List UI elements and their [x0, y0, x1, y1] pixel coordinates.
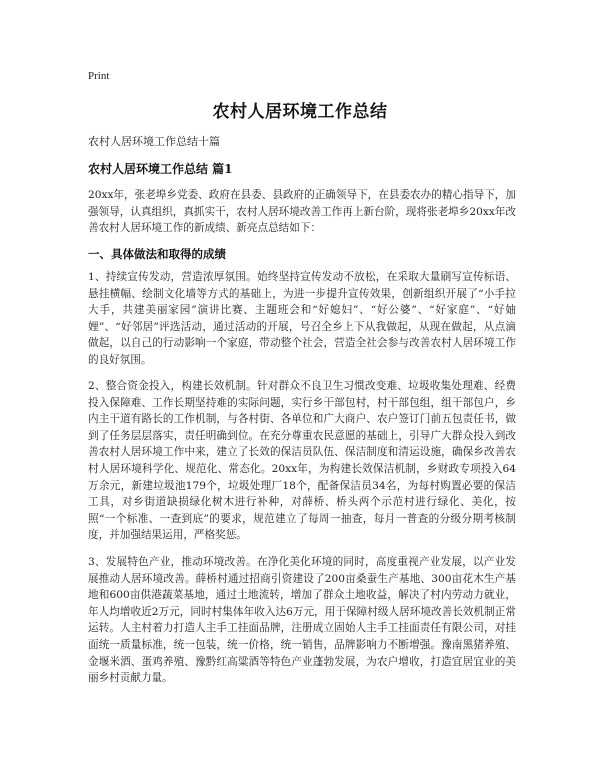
paragraph-funding: 2、整合资金投入，构建长效机制。针对群众不良卫生习惯改变难、垃圾收集处理难、经费投入保障难、工作长期坚持难的实际问题，实行乡干部包村，村干部包组，组干部包户，乡内主干道有路长的工作机制，与各村街、各单位和广大商户、农户签订门前五包责任书，做到了任务层层落实，责任明确到位。在充分尊重农民意愿的基础上，引导广大群众投入到改善农村人居环境工作中来，建立了长效的保洁员队伍、保洁制度和清运设施，确保乡改善农村人居环境科学化、规范化、常态化。20xx年，为构建长效保洁机制，乡财政专项投入64万余元，新建垃圾池179个，垃圾处理厂18个，配备保洁员34名，为每村购置必要的保洁工具，对乡街道缺损绿化树木进行补种，对薛桥、桥头两个示范村进行绿化、美化，按照“一个标准、一查到底”的要求，规范建立了每周一抽查，每月一普查的分级分期考核制度，并加强结果运用，严格奖惩。: [88, 380, 516, 542]
document-title: 农村人居环境工作总结: [212, 102, 388, 122]
paragraph-publicity: 1、持续宣传发动，营造浓厚氛围。始终坚持宣传发动不放松，在采取大量刷写宣传标语、悬挂横幅、绘制文化墙等方式的基础上，为进一步提升宣传效果，创新组织开展了“小手拉大手，共建美丽家园”演讲比赛、主题班会和“好媳妇”、“好公婆”、“好家庭”、“好妯娌”、“好邻居”评选活动，通过活动的开展，号召全乡上下从我做起，从现在做起，从点滴做起，以自己的行动影响一个家庭，带动整个社会，营造全社会参与改善农村人居环境工作的良好氛围。: [88, 271, 516, 366]
section-heading: 农村人居环境工作总结 篇1: [88, 162, 233, 176]
intro-paragraph: 20xx年，张老埠乡党委、政府在县委、县政府的正确领导下，在县委农办的精心指导下，加强领导，认真组织，真抓实干，农村人居环境改善工作再上新台阶，现将张老埠乡20xx年改善农村人居环境工作的新成绩、新亮点总结如下：: [88, 189, 516, 235]
heading-achievements: 一、具体做法和取得的成绩: [88, 247, 226, 261]
document-subtitle: 农村人居环境工作总结十篇: [88, 135, 220, 148]
print-label: Print: [88, 70, 110, 82]
paragraph-industry: 3、发展特色产业，推动环境改善。在净化美化环境的同时，高度重视产业发展，以产业发展推动人居环境改善。薛桥村通过招商引资建设了200亩桑蚕生产基地、300亩花木生产基地和600亩供港蔬菜基地，通过土地流转，增加了群众土地收益，解决了村内劳动力就业，年人均增收近2万元，同时村集体年收入达6万元，用于保障村级人居环境改善长效机制正常运转。人主村着力打造人主手工挂面品牌，注册成立固始人主手工挂面责任有限公司，对挂面统一质量标准，统一包装，统一价格，统一销售，品牌影响力不断增强。豫南黑猪养殖、金堰米酒、蛋鸡养殖、豫黔红高粱酒等特色产业蓬勃发展，为农户增收，打造宜居宜业的美丽乡村贡献力量。: [88, 556, 516, 685]
